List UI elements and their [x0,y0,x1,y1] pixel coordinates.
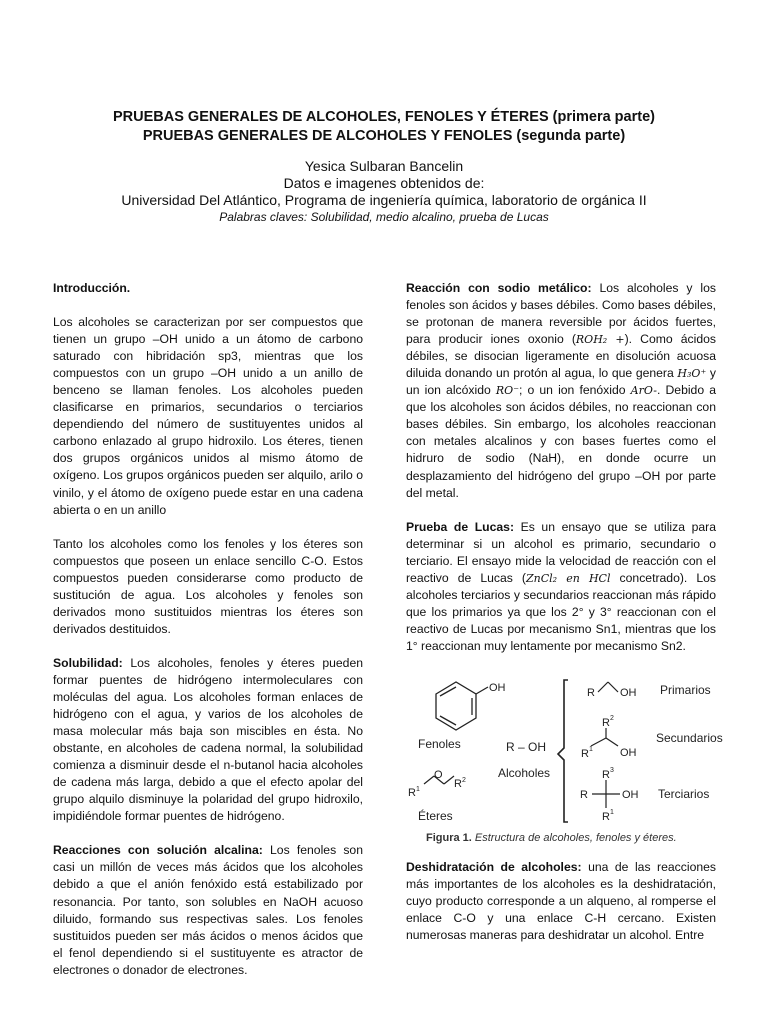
title-line-2: PRUEBAS GENERALES DE ALCOHOLES Y FENOLES (segunda parte) [142,128,626,144]
structures-diagram [406,672,723,832]
fenoles-label: Fenoles [418,736,461,751]
sodium-heading: Reacción con sodio metálico: [406,281,592,295]
solubility-heading: Solubilidad: [53,655,123,670]
phenol-ring [436,682,488,730]
affiliation: Universidad Del Atlántico, Programa de ingeniería química, laboratorio de orgánica II [121,192,647,208]
roh-label: R – OH [506,739,547,754]
title-line-1: PRUEBAS GENERALES DE ALCOHOLES, FENOLES Y ÉTERES (primera parte) [113,109,655,125]
secondary-oh: OH [620,746,637,759]
ether-r2: R [454,777,462,790]
sodium-paragraph: Reacción con sodio metálico: Los alcoholes y los fenoles son ácidos y bases débiles. Como bases débiles, se protonan de manera reversible por ácidos fuertes, para producir iones oxonio (ROH₂ +). Como ácidos débiles, se disocian ligeramente en disolución acuosa diluida donando un protón al agua, lo que genera H₃O⁺ y un ion alcóxido RO⁻; o un ion fenóxido ArO-. Debido a que los alcoholes son ácidos débiles, no reaccionan con bases débiles. Sin embargo, los alcoholes reaccionan con metales alcalinos y con bases fuertes como el hidruro de sodio (NaH), en donde ocurre un desplazamiento del hidrógeno del grupo –OH por parte del metal. [406,281,716,500]
lucas-heading: Prueba de Lucas: [406,519,515,534]
brace [558,680,568,822]
tertiary-oh: OH [622,788,639,801]
hydronium-formula: H₃O⁺ [677,367,707,381]
lucas-reagent-formula: ZnCl₂ en HCl [525,571,611,585]
figure-caption: Figura 1. Estructura de alcoholes, fenoles y éteres. [426,831,677,844]
secondary-r1: R [581,747,589,760]
dehydration-paragraph: Deshidratación de alcoholes: una de las reacciones más importantes de los alcoholes es la deshidratación, cuyo producto corresponde a un alqueno, al romperse el enlace C-O y una enlace C-H cercano. Existen numerosas maneras para deshidratar un alcohol. Entre [406,859,716,943]
tertiary-sup3: 3 [610,766,614,774]
secondary-structure [591,728,618,746]
tertiary-r2: R [580,788,588,801]
alkoxide-formula: RO⁻ [495,384,519,398]
author-block [0,158,768,225]
dehydration-heading: Deshidratación de alcoholes: [406,859,582,874]
eteres-label: Éteres [418,808,453,823]
intro-paragraph-2: Tanto los alcoholes como los fenoles y los éteres son compuestos que poseen un enlace sencillo C-O. Estos compuestos pueden considerarse como producto de sustitución de agua. Los alcoholes y fenoles son derivados mono sustituidos mientras los éteres son derivados destituidos. [53,536,363,636]
secundarios-label: Secundarios [656,730,723,745]
oxonio-formula: ROH₂ + [575,333,625,347]
ether-sup2: 2 [462,776,466,784]
figure-1 [406,672,723,847]
lucas-paragraph: Prueba de Lucas: Es un ensayo que se utiliza para determinar si un alcohol es primario, secundario o terciario. El ensayo mide la velocidad de reacción con el reactivo de Lucas (ZnCl₂ en HCl concetrado). Los alcoholes terciarios y secundarios reaccionan más rápido que los primarios ya que los 2° y 3° reaccionan con el reactivo de Lucas por mecanismo Sn1, mientras que los 1° reaccionan muy lentamente por mecanismo Sn2. [406,519,716,653]
secondary-sup2: 2 [610,714,614,722]
ether-sup1: 1 [416,785,420,793]
right-column [406,280,723,961]
intro-heading: Introducción. [53,281,131,295]
alkaline-heading: Reacciones con solución alcalina: [53,843,263,858]
phenoxide-formula: ArO- [630,384,657,398]
secondary-sup1: 1 [589,745,593,753]
primary-r: R [587,686,595,699]
ether-r1: R [408,786,416,799]
data-source: Datos e imagenes obtenidos de: [283,175,485,191]
tertiary-sup1: 1 [610,808,614,816]
tertiary-structure [592,780,620,808]
secondary-r2: R [602,716,610,729]
author-name: Yesica Sulbaran Bancelin [304,158,464,174]
keywords: Palabras claves: Solubilidad, medio alcalino, prueba de Lucas [219,210,549,224]
paper-title [0,108,768,146]
primary-oh: OH [620,686,637,699]
alcoholes-label: Alcoholes [498,765,551,780]
left-column [53,280,363,996]
intro-paragraph-1: Los alcoholes se caracterizan por ser compuestos que tienen un grupo –OH unido a un átomo de carbono saturado con hibridación sp3, mientras que los compuestos con un grupo –OH unido a un anillo de benceno se llaman fenoles. Los alcoholes pueden clasificarse en primarios, secundarios o terciarios dependiendo del número de sustituyentes unidos al carbono enlazado al grupo hidroxilo. Los éteres, tienen dos grupos orgánicos unidos al mismo átomo de oxígeno. Los grupos orgánicos pueden ser alquilo, arilo o vinilo, y el átomo de oxígeno puede estar en una cadena abierta o en un anillo [53,315,363,517]
tertiary-r1: R [602,810,610,823]
solubility-paragraph: Solubilidad: Los alcoholes, fenoles y éteres pueden formar puentes de hidrógeno intermoleculares con moléculas del agua. Los alcoholes forman enlaces de hidrógeno con el agua, y varios de los alcoholes de masa molecular más baja son miscibles en ésta. No obstante, en alcoholes de cadena normal, la solubilidad comienza a disminuir desde el n-butanol hacia alcoholes de cadena más larga, debido a que el efecto apolar del grupo alquilo disminuye la polaridad del grupo hidroxilo, impidiéndole formar puentes de hidrógeno. [53,655,363,824]
tertiary-r3: R [602,768,610,781]
primarios-label: Primarios [660,682,711,697]
ether-o: O [434,768,443,781]
primary-structure [598,682,618,692]
alkaline-paragraph: Reacciones con solución alcalina: Los fenoles son casi un millón de veces más ácidos que los alcoholes debido a que el anión fenóxido está estabilizado por resonancia. Por tanto, son solubles en NaOH acuoso diluido, formando sus respectivas sales. Los fenoles sustituidos pueden ser más ácidos o menos ácidos que el fenol dependiendo si el sustituyente es atractor de electrones o donador de electrones. [53,843,363,977]
phenol-oh-label: OH [489,681,506,694]
terciarios-label: Terciarios [658,786,710,801]
